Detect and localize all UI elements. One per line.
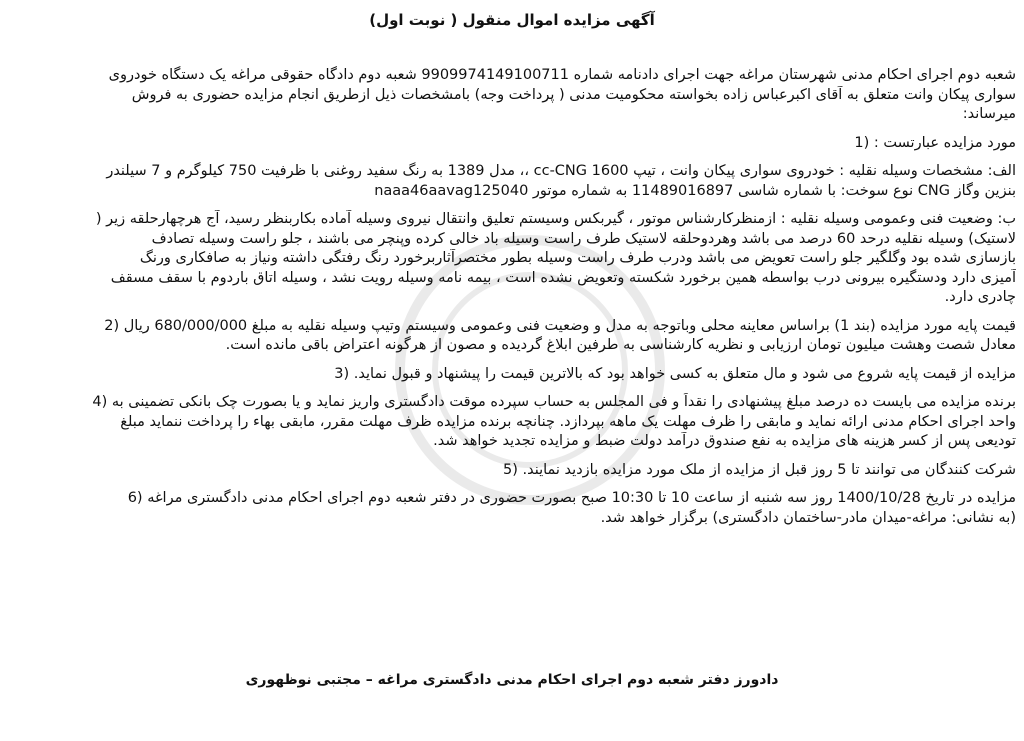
base-price-paragraph — [8, 317, 1016, 356]
item-spec-line: الف: مشخصات وسیله نقلیه : خودروی سواری پیکان وانت ، تیپ 1600 cc-CNG ،، مدل 1389 به رنگ سفید روغنی با ظرفیت 750 کیلوگرم و 7 سیلندر — [106, 163, 1016, 179]
item-heading: مورد مزایده عبارتست : (1 — [854, 134, 1016, 151]
item-spec-line: بنزین وگاز CNG نوع سوخت: با شماره شاسی 11489016897 به شماره موتور naaa46aavag125040 — [374, 182, 1016, 199]
clause-4-line: واحد اجرای احکام مدنی ارائه نماید و مابقی را ظرف مهلت یک ماهه بپردازد. چنانچه برنده مزایده ظرف مهلت مقرر، مابقی بهاء را پرداخت ننماید مبلغ — [120, 413, 1016, 430]
clause-5-line: شرکت کنندگان می توانند تا 5 روز قبل از مزایده از ملک مورد مزایده بازدید نمایند. (5 — [502, 461, 1016, 478]
item-heading-paragraph — [8, 134, 1016, 154]
base-price-line: معادل شصت وهشت میلیون تومان ارزیابی و نظریه کارشناسی به طرفین ابلاغ گردیده و مصون از هرگونه اعتراض باقی مانده است. — [225, 337, 1016, 353]
clause-3-paragraph — [8, 365, 1016, 385]
clause-6-paragraph — [8, 489, 1016, 528]
clause-6-line: (به نشانی: مراغه-میدان مادر-ساختمان دادگستری) برگزار خواهد شد. — [600, 509, 1016, 526]
intro-line: میرساند: — [962, 106, 1016, 122]
condition-paragraph — [8, 210, 1016, 308]
document-title: آگهی مزایده اموال منقول ( نوبت اول) — [369, 11, 655, 29]
clause-5-paragraph — [8, 461, 1016, 481]
clause-3-line: مزایده از قیمت پایه شروع می شود و مال متعلق به کسی خواهد بود که بالاترین قیمت را پیشنهاد و قبول نماید. (3 — [334, 365, 1016, 382]
clause-4-paragraph — [8, 393, 1016, 452]
clause-6-line: مزایده در تاریخ 1400/10/28 روز سه شنبه از ساعت 10 تا 10:30 صبح بصورت حضوری در دفتر شعبه دوم اجرای احکام مدنی دادگستری مراغه (6 — [127, 490, 1016, 506]
condition-line: چادری دارد. — [944, 289, 1016, 305]
base-price-line: قیمت پایه مورد مزایده (بند 1) براساس معاینه محلی وباتوجه به مدل و وضعیت فنی وعمومی وسیستم وتیپ وسیله نقلیه به مبلغ 680/000/000 ریال (2 — [104, 317, 1016, 334]
intro-line: سواری پیکان وانت متعلق به آقای اکبرعباس زاده بخواسته محکومیت مدنی ( پرداخت وجه) بامشخصات ذیل ازطریق انجام مزایده حضوری به فروش — [131, 86, 1016, 103]
clause-4-line: تودیعی پس از کسر هزینه های مزایده به نفع صندوق درآمد دولت ضبط و مزایده تجدید خواهد شد. — [433, 433, 1016, 449]
document-body — [8, 66, 1016, 537]
condition-line: ب: وضعیت فنی وعمومی وسیله نقلیه : ازمنظرکارشناس موتور ، گیربکس وسیستم تعلیق وانتقال نیروی وسیله آماده بکاربنظر رسید، آج هرچهارحلقه زیر ( — [95, 211, 1016, 227]
condition-line: بازسازی شده بود وگلگیر جلو راست تعویض می باشد ودرب طرف راست وسیله بطور مختصرآثاربرخورد رنگ رفتگی داشته ونیاز به صافکاری ورنگ — [139, 250, 1016, 266]
intro-line: شعبه دوم اجرای احکام مدنی شهرستان مراغه جهت اجرای دادنامه شماره 9909974149100711 شعبه دوم دادگاه حقوقی مراغه یک دستگاه خودروی — [108, 67, 1016, 83]
condition-line: آمیزی دارد ودستگیره بیرونی درب بواسطه همین برخورد شکسته وتعویض نشده است ، بیمه نامه وسیله رویت نشد ، وسیله اتاق باردوم با سقف مسقف — [110, 269, 1016, 286]
condition-line: لاستیک) وسیله نقلیه درحد 60 درصد می باشد وهردوحلقه لاستیک طرف راست وسیله باد خالی کرده وپنچر می باشند ، جلو راست وسیله تصادف — [151, 230, 1016, 247]
signature-line: دادورز دفتر شعبه دوم اجرای احکام مدنی دادگستری مراغه – مجتبی نوظهوری — [245, 672, 779, 688]
intro-paragraph — [8, 66, 1016, 125]
clause-4-line: برنده مزایده می بایست ده درصد مبلغ پیشنهادی را نقداً و فی المجلس به حساب سپرده موقت دادگستری واریز نماید و یا بصورت چک بانکی تضمینی به (4 — [92, 394, 1016, 410]
item-spec-paragraph — [8, 162, 1016, 201]
